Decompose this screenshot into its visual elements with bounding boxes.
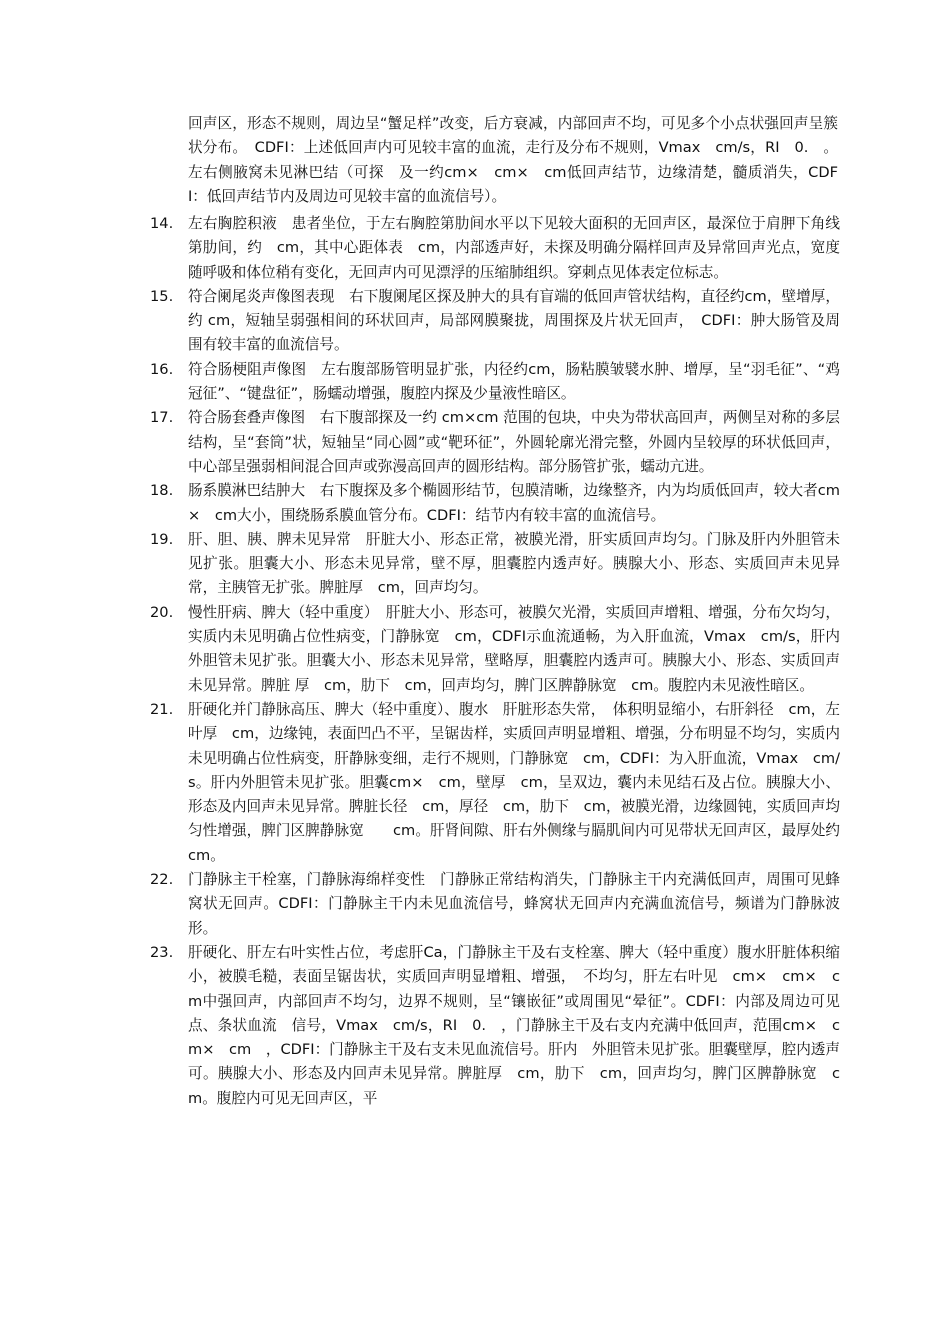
list-item <box>150 941 840 1111</box>
item-text: 肝硬化、肝左右叶实性占位，考虑肝Ca，门静脉主干及右支栓塞、脾大（轻中重度）腹水肝脏体积缩小，被膜毛糙，表面呈锯齿状，实质回声明显增粗、增强， 不均匀，肝左右叶见 cm× cm× cm中强回声，内部回声不均匀，边界不规则，呈“镶嵌征”或周围见“晕征”。CDFI：内部及周边可见点、条状血流 信号，Vmax cm/s，RI 0. ，门静脉主干及右支内充满中低回声，范围cm× cm× cm ，CDFI：门静脉主干及右支未见血流信号。肝内 外胆管未见扩张。胆囊壁厚，腔内透声可。胰腺大小、形态及内回声未见异常。脾脏厚 cm，肋下 cm，回声均匀，脾门区脾静脉宽 cm。腹腔内可见无回声区，平 <box>188 943 840 1107</box>
item-number: 16. <box>150 360 174 378</box>
item-text: 门静脉主干栓塞，门静脉海绵样变性 门静脉正常结构消失，门静脉主干内充满低回声，周围可见蜂窝状无回声。CDFI：门静脉主干内未见血流信号，蜂窝状无回声内充满血流信号，频谱为门静脉波形。 <box>188 871 840 937</box>
item-number: 20. <box>150 603 174 621</box>
item-number: 14. <box>150 215 174 232</box>
list-item <box>150 285 840 358</box>
item-number: 22. <box>150 871 174 889</box>
findings-list <box>150 212 855 1111</box>
item-number: 17. <box>150 409 174 427</box>
item-text: 左右胸腔积液 患者坐位，于左右胸腔第肋间水平以下见较大面积的无回声区，最深位于肩胛下角线第肋间，约 cm，其中心距体表 cm，内部透声好，未探及明确分隔样回声及异常回声光点，宽度随呼吸和体位稍有变化，无回声内可见漂浮的压缩肺组织。穿刺点见体表定位标志。 <box>188 215 840 281</box>
list-item <box>150 479 840 528</box>
item-text: 肝硬化并门静脉高压、脾大（轻中重度）、腹水 肝脏形态失常， 体积明显缩小，右肝斜径 cm，左叶厚 cm，边缘钝，表面凹凸不平，呈锯齿样，实质回声明显增粗、增强，分布明显不均匀，实质内未见明确占位性病变，肝静脉变细，走行不规则，门静脉宽 cm，CDFI：为入肝血流，Vmax cm/s。肝内外胆管未见扩张。胆囊cm× cm，壁厚 cm，呈双边，囊内未见结石及占位。胰腺大小、形态及内回声未见异常。脾脏长径 cm，厚径 cm，肋下 cm，被膜光滑，边缘圆钝，实质回声均匀性增强，脾门区脾静脉宽 cm。肝肾间隙、肝右外侧缘与膈肌间内可见带状无回声区，最厚处约 cm。 <box>188 700 855 864</box>
item-number: 18. <box>150 482 174 500</box>
item-text: 符合阑尾炎声像图表现 右下腹阑尾区探及肿大的具有盲端的低回声管状结构，直径约cm，壁增厚，约 cm，短轴呈弱强相间的环状回声，局部网膜聚拢，周围探及片状无回声， CDFI：肿大肠管及周围有较丰富的血流信号。 <box>188 287 840 354</box>
item-number: 15. <box>150 287 174 305</box>
list-item <box>150 528 840 601</box>
list-item <box>150 868 840 941</box>
item-number: 19. <box>150 530 174 548</box>
item-text: 慢性肝病、脾大（轻中重度） 肝脏大小、形态可，被膜欠光滑，实质回声增粗、增强，分布欠均匀，实质内未见明确占位性病变，门静脉宽 cm，CDFI示血流通畅，为入肝血流，Vmax cm/s，肝内外胆管未见扩张。胆囊大小、形态未见异常，壁略厚，胆囊腔内透声可。胰腺大小、形态、实质回声未见异常。脾脏 厚 cm，肋下 cm，回声均匀，脾门区脾静脉宽 cm。腹腔内未见液性暗区。 <box>188 603 840 694</box>
list-item <box>150 698 855 868</box>
item-text: 符合肠套叠声像图 右下腹部探及一约 cm×cm 范围的包块，中央为带状高回声，两侧呈对称的多层结构，呈“套筒”状，短轴呈“同心圆”或“靶环征”，外圆轮廓光滑完整，外圆内呈较厚的环状低回声，中心部呈强弱相间混合回声或弥漫高回声的圆形结构。部分肠管扩张，蠕动亢进。 <box>188 409 840 475</box>
item-text: 肝、胆、胰、脾未见异常 肝脏大小、形态正常，被膜光滑，肝实质回声均匀。门脉及肝内外胆管未见扩张。胆囊大小、形态未见异常，壁不厚，胆囊腔内透声好。胰腺大小、形态、实质回声未见异常，主胰管无扩张。脾脏厚 cm，回声均匀。 <box>188 530 840 597</box>
item-number: 23. <box>150 943 174 961</box>
item-text: 符合肠梗阻声像图 左右腹部肠管明显扩张，内径约cm，肠粘膜皱襞水肿、增厚，呈“羽毛征”、“鸡冠征”、“键盘征”，肠蠕动增强，腹腔内探及少量液性暗区。 <box>188 360 840 403</box>
list-item <box>150 406 840 479</box>
item-number: 21. <box>150 700 174 718</box>
list-item <box>150 358 840 407</box>
list-item <box>150 601 840 698</box>
continuation-paragraph: 回声区，形态不规则，周边呈“蟹足样”改变，后方衰减，内部回声不均，可见多个小点状强回声呈簇状分布。 CDFI：上述低回声内可见较丰富的血流，走行及分布不规则，Vmax cm/s，RI 0. 。左右侧腋窝未见淋巴结（可探 及一约cm× cm× cm低回声结节，边缘清楚，髓质消失，CDFI：低回声结节内及周边可见较丰富的血流信号）。 <box>188 115 838 205</box>
list-item <box>150 212 840 285</box>
item-text: 肠系膜淋巴结肿大 右下腹探及多个椭圆形结节，包膜清晰，边缘整齐，内为均质低回声，较大者cm× cm大小，围绕肠系膜血管分布。CDFI：结节内有较丰富的血流信号。 <box>188 482 840 524</box>
